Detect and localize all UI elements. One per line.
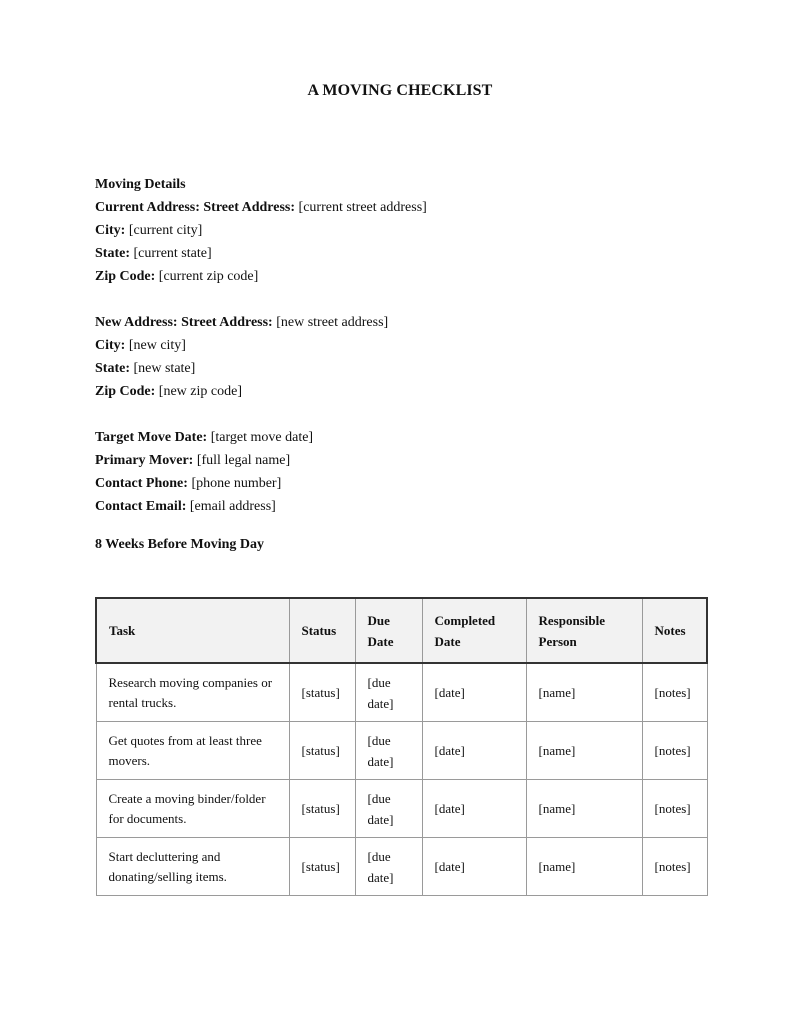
primary-mover-value: [full legal name]: [196, 453, 291, 468]
task-cell: Start decluttering and donating/selling items.: [96, 838, 289, 896]
status-cell: [status]: [289, 780, 355, 838]
header-completed-date: Completed Date: [422, 598, 526, 663]
new-street-line: [95, 311, 715, 334]
contact-email-label: Contact Email:: [95, 499, 187, 514]
new-city-label: City:: [95, 338, 126, 353]
due-date-cell: [due date]: [355, 838, 422, 896]
current-street-label: Current Address: Street Address:: [95, 200, 296, 215]
responsible-cell: [name]: [526, 663, 642, 722]
target-date-line: [95, 426, 715, 449]
header-responsible-person: Responsible Person: [526, 598, 642, 663]
due-date-cell: [due date]: [355, 663, 422, 722]
spacer: [95, 403, 715, 426]
task-cell: Get quotes from at least three movers.: [96, 722, 289, 780]
new-city-line: [95, 334, 715, 357]
notes-cell: [notes]: [642, 838, 707, 896]
notes-cell: [notes]: [642, 663, 707, 722]
new-state-label: State:: [95, 361, 130, 376]
primary-mover-label: Primary Mover:: [95, 453, 194, 468]
responsible-cell: [name]: [526, 780, 642, 838]
notes-cell: [notes]: [642, 722, 707, 780]
current-street-line: [95, 196, 715, 219]
completed-date-cell: [date]: [422, 780, 526, 838]
responsible-cell: [name]: [526, 722, 642, 780]
primary-mover-line: [95, 449, 715, 472]
table-row: [96, 663, 707, 722]
contact-phone-line: [95, 472, 715, 495]
notes-cell: [notes]: [642, 780, 707, 838]
table-header-row: [96, 598, 707, 663]
task-cell: Research moving companies or rental trucks.: [96, 663, 289, 722]
current-state-line: [95, 242, 715, 265]
contact-phone-label: Contact Phone:: [95, 476, 188, 491]
task-table: [95, 597, 708, 896]
new-street-value: [new street address]: [276, 315, 389, 330]
due-date-cell: [due date]: [355, 780, 422, 838]
current-state-label: State:: [95, 246, 130, 261]
status-cell: [status]: [289, 838, 355, 896]
new-zip-label: Zip Code:: [95, 384, 156, 399]
section-heading: 8 Weeks Before Moving Day: [95, 537, 265, 552]
new-city-value: [new city]: [128, 338, 186, 353]
new-street-label: New Address: Street Address:: [95, 315, 273, 330]
completed-date-cell: [date]: [422, 722, 526, 780]
document-title: A MOVING CHECKLIST: [307, 82, 493, 99]
due-date-cell: [due date]: [355, 722, 422, 780]
new-zip-line: [95, 380, 715, 403]
current-state-value: [current state]: [133, 246, 212, 261]
current-zip-value: [current zip code]: [158, 269, 259, 284]
header-due-date: Due Date: [355, 598, 422, 663]
table-row: [96, 722, 707, 780]
current-street-value: [current street address]: [298, 200, 427, 215]
moving-details: [95, 173, 715, 518]
new-state-value: [new state]: [133, 361, 196, 376]
current-city-label: City:: [95, 223, 126, 238]
status-cell: [status]: [289, 663, 355, 722]
contact-email-line: [95, 495, 715, 518]
table-row: [96, 838, 707, 896]
current-zip-line: [95, 265, 715, 288]
header-task: Task: [96, 598, 289, 663]
current-zip-label: Zip Code:: [95, 269, 156, 284]
header-status: Status: [289, 598, 355, 663]
responsible-cell: [name]: [526, 838, 642, 896]
moving-details-heading: Moving Details: [95, 177, 186, 192]
target-date-value: [target move date]: [210, 430, 314, 445]
target-date-label: Target Move Date:: [95, 430, 208, 445]
completed-date-cell: [date]: [422, 663, 526, 722]
contact-phone-value: [phone number]: [191, 476, 282, 491]
current-city-value: [current city]: [128, 223, 203, 238]
new-zip-value: [new zip code]: [158, 384, 242, 399]
header-notes: Notes: [642, 598, 707, 663]
contact-email-value: [email address]: [189, 499, 276, 514]
status-cell: [status]: [289, 722, 355, 780]
completed-date-cell: [date]: [422, 838, 526, 896]
new-state-line: [95, 357, 715, 380]
current-city-line: [95, 219, 715, 242]
spacer: [95, 288, 715, 311]
table-row: [96, 780, 707, 838]
task-cell: Create a moving binder/folder for documents.: [96, 780, 289, 838]
